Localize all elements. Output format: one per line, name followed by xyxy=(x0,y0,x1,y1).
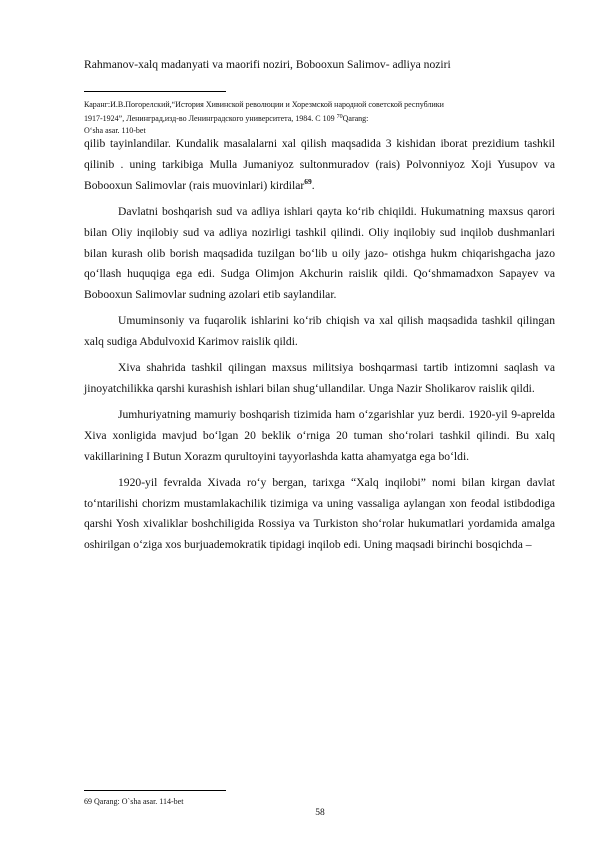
footnote-ref-70: 70 xyxy=(336,114,343,120)
header-line: Rahmanov-xalq madanyati va maorifi noziri, Bobooxun Salimov- adliya noziri xyxy=(84,58,451,71)
footnote-ref-69: 69 xyxy=(304,176,312,186)
top-footnote xyxy=(84,99,554,137)
footnote-divider-top xyxy=(84,91,226,92)
top-footnote-line-2 xyxy=(84,111,554,125)
footnote-divider-bottom xyxy=(84,790,226,791)
page-number: 58 xyxy=(315,808,325,818)
paragraph-5: Jumhuriyatning mamuriy boshqarish tizimida ham o‘zgarishlar yuz berdi. 1920-yil 9-aprelda Xiva xonligida mavjud bo‘lgan 20 beklik o‘rniga 20 tuman sho‘rolari tashkil qilindi. Bu xalq vakillarining I Butun Xorazm qurultoyini tayyorlashda katta ahamyatga ega bo‘ldi. xyxy=(84,407,555,463)
paragraph-1-text: qilib tayinlandilar. Kundalik masalalarni xal qilish maqsadida 3 kishidan iborat prezidium tashkil qilinib . uning tarkibiga Mulla Jumaniyoz sultonmuradov (rais) Polvonniyoz Xoji Yusupov va Bobooxun Salimovlar (rais muovinlari) kirdilar xyxy=(84,137,555,192)
paragraph-2: Davlatni boshqarish sud va adliya ishlari qayta ko‘rib chiqildi. Hukumatning maxsus qarori bilan Oliy inqilobiy sud va adliya nozirligi tashkil qilindi. Oliy inqilobiy sud inqilob dushmanlari bilan kurash olib borish maqsadida tuzilgan bo‘lib u oily jazo- otishga hukm chiqarishgacha jazo qo‘llash huquqiga ega edi. Sudga Olimjon Akchurin raislik qildi. Qo‘shmamadxon Sapayev va Bobooxun Salimovlar sudning azolari etib saylandilar. xyxy=(84,204,555,302)
paragraph-1 xyxy=(84,134,555,197)
body-text xyxy=(84,134,555,561)
bottom-footnote: 69 Qarang: O`sha asar. 114-bet xyxy=(84,797,184,806)
paragraph-6: 1920-yil fevralda Xivada ro‘y bergan, tarixga “Xalq inqilobi” nomi bilan kirgan davlat to‘ntarilishi chorizm mustamlakachilik tizimiga va uning vassaliga aylangan xon feodal istibdodiga qarshi Yosh xivaliklar boshchiligida Rossiya va Turkiston sho‘rolar hukumatlari yordamida amalga oshirilgan o‘ziga xos burjuademokratik tipidagi inqilob edi. Uning maqsadi birinchi bosqichda – xyxy=(84,475,555,552)
top-footnote-line-2-text: 1917-1924”, Ленинград,изд-во Ленинградского университета, 1984. С 109 xyxy=(84,114,337,123)
paragraph-4: Xiva shahrida tashkil qilingan maxsus militsiya boshqarmasi tartib intizomni saqlash va jinoyatchilikka qarshi kurashish ishlari bilan shug‘ullandilar. Unga Nazir Sholikarov raislik qildi. xyxy=(84,361,555,395)
top-footnote-line-1: Каранг:И.В.Погорелский,“История Хивинской революции и Хорезмской народной советской республики xyxy=(84,100,444,109)
top-footnote-line-3: O‘sha asar. 110-bet xyxy=(84,126,146,135)
top-footnote-line-2-tail: Qarang: xyxy=(342,114,369,123)
paragraph-1-tail: . xyxy=(311,178,315,192)
paragraph-3: Umuminsoniy va fuqarolik ishlarini ko‘rib chiqish va xal qilish maqsadida tashkil qilingan xalq sudiga Abdulvoxid Karimov raislik qildi. xyxy=(84,314,555,349)
